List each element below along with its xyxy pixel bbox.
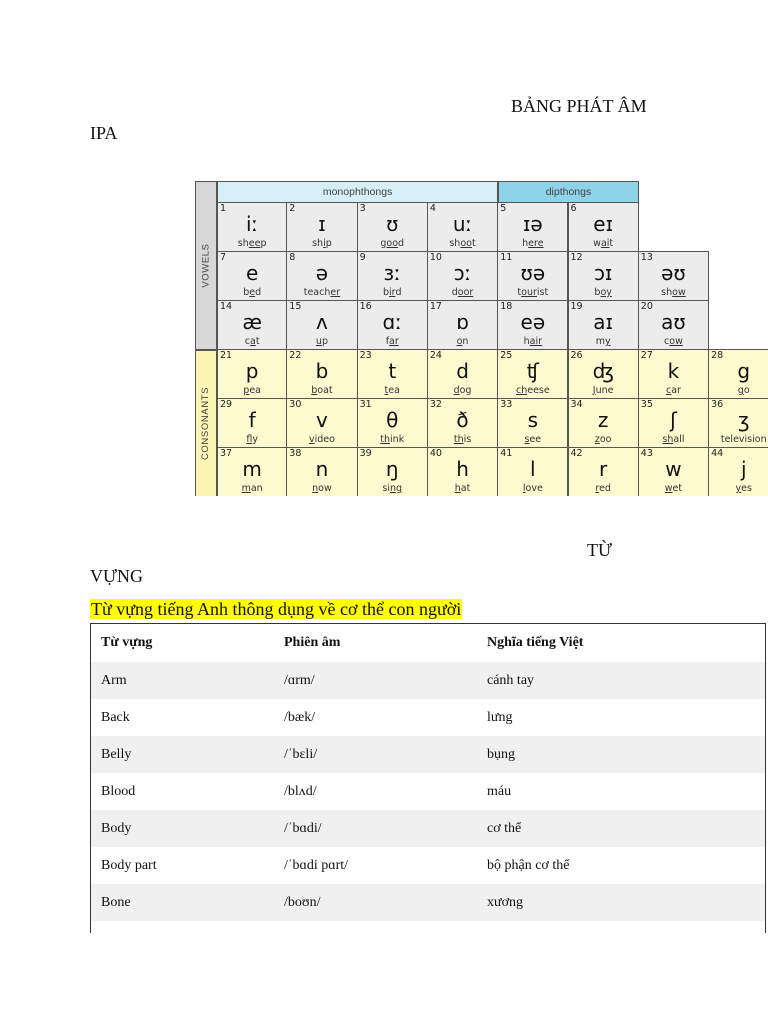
ipa-cell: [497, 349, 568, 399]
word-cell: Body: [101, 821, 132, 836]
ipa-example-word: good: [380, 238, 405, 249]
ipa-example-highlight: ng: [390, 483, 403, 494]
ipa-example-highlight: ee: [248, 238, 261, 249]
ipa-symbol: ʧ: [526, 359, 539, 383]
ipa-cell: [497, 398, 568, 448]
ipa-cell: [497, 300, 568, 350]
pronunciation-cell: /bæk/: [284, 710, 316, 725]
table-row: [91, 847, 765, 884]
ipa-symbol: eɪ: [593, 212, 614, 236]
ipa-example-word: door: [451, 287, 474, 298]
ipa-symbol: e: [245, 261, 259, 285]
ipa-cell: [286, 300, 357, 350]
table-row: [91, 662, 765, 699]
ipa-example-word: tourist: [517, 287, 549, 298]
ipa-cell: [217, 398, 287, 448]
table-header-row: [91, 624, 765, 662]
ipa-cell-number: 35: [640, 399, 653, 410]
pronunciation-cell: /blʌd/: [284, 784, 317, 799]
ipa-symbol: m: [242, 457, 262, 481]
ipa-cell: [427, 447, 498, 496]
ipa-example-word: June: [592, 385, 614, 396]
ipa-cell: [568, 202, 639, 252]
ipa-example-highlight: p: [243, 385, 250, 396]
ipa-cell-number: 34: [570, 399, 583, 410]
ipa-example-word: dog: [453, 385, 472, 396]
ipa-example-word: cow: [664, 336, 683, 347]
ipa-cell-number: 1: [220, 203, 227, 214]
ipa-cell-number: 31: [359, 399, 372, 410]
ipa-cell: [217, 202, 287, 252]
ipa-example-word: television: [720, 434, 767, 445]
ipa-example-highlight: ch: [515, 385, 528, 396]
ipa-example-highlight: u: [315, 336, 322, 347]
chart-title-continuation: IPA: [90, 123, 118, 143]
vocab-subtitle-highlight: Từ vựng tiếng Anh thông dụng về cơ thể con người: [91, 599, 462, 619]
ipa-example-word: ship: [312, 238, 332, 249]
ipa-example-highlight: z: [594, 434, 600, 445]
ipa-symbol: z: [597, 408, 609, 432]
ipa-example-word: here: [522, 238, 544, 249]
ipa-symbol: ð: [456, 408, 469, 432]
ipa-symbol: r: [599, 457, 608, 481]
ipa-cell: [638, 349, 709, 399]
ipa-symbol: ʌ: [316, 310, 328, 334]
ipa-cell: [357, 447, 428, 496]
ipa-symbol: ʊ: [386, 212, 399, 236]
ipa-cell: [427, 251, 498, 301]
ipa-symbol: eə: [520, 310, 546, 334]
ipa-cell: [286, 398, 357, 448]
meaning-cell: bộ phận cơ thể: [487, 858, 570, 873]
word-cell: Blood: [101, 784, 136, 799]
ipa-example-word: sing: [382, 483, 403, 494]
ipa-example-word: love: [522, 483, 543, 494]
ipa-chart: [195, 181, 768, 496]
ipa-example-word: wet: [664, 483, 683, 494]
ipa-example-word: shall: [662, 434, 685, 445]
ipa-cell-number: 9: [359, 252, 366, 263]
ipa-cell: [217, 447, 287, 496]
ipa-example-highlight: s: [524, 434, 530, 445]
ipa-cell-number: 12: [570, 252, 583, 263]
ipa-cell: [497, 251, 568, 301]
ipa-cell-number: 25: [500, 350, 513, 361]
ipa-cell-number: 43: [640, 448, 653, 459]
ipa-symbol: aɪ: [593, 310, 613, 334]
ipa-cell: [708, 447, 768, 496]
ipa-example-word: fly: [246, 434, 258, 445]
ipa-cell-number: 42: [570, 448, 583, 459]
pronunciation-cell: /ˈbɑdi/: [284, 821, 322, 836]
vowels-side-label: [195, 181, 217, 350]
ipa-example-highlight: c: [665, 385, 672, 396]
ipa-cell-number: 2: [289, 203, 296, 214]
ipa-example-highlight: g: [737, 385, 744, 396]
ipa-example-word: bed: [243, 287, 262, 298]
ipa-symbol: ʃ: [670, 408, 677, 432]
ipa-example-word: hat: [454, 483, 471, 494]
ipa-symbol: uː: [452, 212, 473, 236]
ipa-cell: [427, 398, 498, 448]
pronunciation-cell: /boʊn/: [284, 895, 321, 910]
ipa-example-highlight: e: [249, 287, 256, 298]
ipa-cell: [568, 251, 639, 301]
ipa-symbol: iː: [246, 212, 259, 236]
vocab-table: [90, 623, 766, 933]
ipa-cell-number: 17: [429, 301, 442, 312]
ipa-example-word: up: [315, 336, 328, 347]
consonants-side-label: [195, 350, 217, 496]
ipa-cell-number: 44: [711, 448, 724, 459]
ipa-cell-number: 36: [711, 399, 724, 410]
ipa-symbol: f: [248, 408, 256, 432]
ipa-symbol: ə: [315, 261, 329, 285]
ipa-example-word: hair: [523, 336, 543, 347]
diphthongs-header: dipthongs: [498, 181, 639, 203]
ipa-example-word: shoot: [449, 238, 476, 249]
ipa-cell-number: 13: [640, 252, 653, 263]
ipa-example-highlight: w: [664, 483, 673, 494]
table-row: [91, 810, 765, 847]
ipa-cell-number: 14: [220, 301, 233, 312]
vocab-subtitle: [90, 598, 462, 620]
ipa-cell-number: 5: [500, 203, 507, 214]
ipa-cell-number: 11: [500, 252, 513, 263]
meaning-cell: lưng: [487, 710, 513, 725]
ipa-cell: [357, 398, 428, 448]
meaning-cell: cánh tay: [487, 673, 535, 688]
ipa-cell: [217, 300, 287, 350]
ipa-example-word: teacher: [303, 287, 341, 298]
ipa-symbol: h: [456, 457, 469, 481]
ipa-example-highlight: y: [735, 483, 742, 494]
ipa-cell-number: 41: [500, 448, 513, 459]
ipa-example-word: this: [453, 434, 472, 445]
ipa-example-word: zoo: [594, 434, 612, 445]
ipa-cell-number: 22: [289, 350, 302, 361]
ipa-symbol: v: [316, 408, 328, 432]
header-pronunciation: Phiên âm: [284, 635, 341, 650]
table-row: [91, 884, 765, 921]
ipa-example-highlight: d: [453, 385, 460, 396]
ipa-example-word: red: [595, 483, 611, 494]
word-cell: Arm: [101, 673, 127, 688]
ipa-cell: [286, 251, 357, 301]
ipa-cell-number: 8: [289, 252, 296, 263]
ipa-example-word: man: [241, 483, 263, 494]
ipa-cell-number: 6: [570, 203, 577, 214]
ipa-cell-number: 24: [429, 350, 442, 361]
ipa-cell-number: 28: [711, 350, 724, 361]
ipa-example-highlight: our: [521, 287, 537, 298]
chart-title: BẢNG PHÁT ÂM: [511, 96, 647, 116]
ipa-cell-number: 40: [429, 448, 442, 459]
ipa-example-word: yes: [735, 483, 752, 494]
header-meaning: Nghĩa tiếng Việt: [487, 635, 584, 650]
meaning-cell: máu: [487, 784, 512, 799]
ipa-symbol: aʊ: [661, 310, 686, 334]
ipa-example-word: sheep: [237, 238, 267, 249]
ipa-symbol: k: [667, 359, 680, 383]
ipa-symbol: ʤ: [592, 359, 614, 383]
pronunciation-cell: /ˈbɑdi pɑrt/: [284, 858, 349, 873]
ipa-cell: [217, 349, 287, 399]
ipa-cell-number: 30: [289, 399, 302, 410]
ipa-example-highlight: oo: [386, 238, 399, 249]
ipa-cell: [427, 349, 498, 399]
monophthongs-header: monophthongs: [217, 181, 498, 203]
ipa-example-highlight: J: [592, 385, 596, 396]
ipa-symbol: ɪ: [318, 212, 326, 236]
ipa-example-word: car: [665, 385, 681, 396]
ipa-cell-number: 21: [220, 350, 233, 361]
ipa-example-word: my: [595, 336, 611, 347]
ipa-symbol: əʊ: [661, 261, 686, 285]
ipa-example-highlight: th: [380, 434, 391, 445]
ipa-cell: [708, 398, 768, 448]
ipa-cell-number: 4: [429, 203, 436, 214]
ipa-symbol: p: [245, 359, 259, 383]
ipa-example-word: tea: [384, 385, 400, 396]
ipa-symbol: n: [315, 457, 329, 481]
ipa-example-word: boat: [311, 385, 333, 396]
ipa-symbol: s: [527, 408, 539, 432]
ipa-symbol: ʒ: [737, 408, 750, 432]
ipa-example-highlight: y: [604, 336, 611, 347]
vocab-title-continuation: VỰNG: [90, 566, 143, 586]
ipa-cell: [217, 251, 287, 301]
ipa-example-highlight: t: [384, 385, 389, 396]
ipa-example-highlight: b: [311, 385, 318, 396]
ipa-cell-number: 26: [570, 350, 583, 361]
ipa-example-highlight: i: [323, 238, 326, 249]
ipa-cell: [638, 300, 709, 350]
ipa-cell-number: 32: [429, 399, 442, 410]
ipa-cell-number: 16: [359, 301, 372, 312]
ipa-cell-number: 33: [500, 399, 513, 410]
ipa-cell: [357, 202, 428, 252]
ipa-example-word: bird: [383, 287, 402, 298]
ipa-example-highlight: sh: [662, 434, 674, 445]
ipa-example-word: cat: [244, 336, 260, 347]
ipa-symbol: t: [388, 359, 397, 383]
ipa-cell: [357, 349, 428, 399]
ipa-cell: [357, 300, 428, 350]
ipa-cell: [497, 202, 568, 252]
ipa-example-highlight: m: [241, 483, 251, 494]
ipa-symbol: j: [740, 457, 747, 481]
ipa-cell: [286, 349, 357, 399]
ipa-example-highlight: ow: [669, 336, 683, 347]
ipa-cell-number: 37: [220, 448, 233, 459]
ipa-cell-number: 39: [359, 448, 372, 459]
ipa-example-highlight: ai: [600, 238, 610, 249]
vowels-side-text: VOWELS: [200, 243, 212, 288]
ipa-cell: [638, 398, 709, 448]
ipa-example-word: pea: [243, 385, 261, 396]
ipa-example-highlight: ar: [389, 336, 399, 347]
ipa-symbol: ɪə: [522, 212, 543, 236]
ipa-symbol: d: [456, 359, 469, 383]
ipa-symbol: ɒ: [456, 310, 469, 334]
ipa-example-word: video: [308, 434, 335, 445]
ipa-example-highlight: h: [454, 483, 461, 494]
ipa-cell: [357, 251, 428, 301]
ipa-example-highlight: oor: [457, 287, 474, 298]
ipa-example-highlight: n: [312, 483, 319, 494]
ipa-cell: [568, 398, 639, 448]
ipa-cell: [638, 447, 709, 496]
ipa-symbol: g: [737, 359, 751, 383]
consonants-side-text: CONSONANTS: [200, 386, 212, 461]
word-cell: Back: [101, 710, 130, 725]
ipa-example-word: now: [312, 483, 332, 494]
ipa-cell-number: 19: [570, 301, 583, 312]
ipa-symbol: ɔː: [453, 261, 472, 285]
ipa-example-highlight: l: [522, 483, 526, 494]
vocab-title: TỪ: [587, 540, 612, 560]
ipa-cell: [708, 349, 768, 399]
ipa-cell: [286, 202, 357, 252]
ipa-example-highlight: oo: [460, 238, 472, 249]
ipa-cell: [286, 447, 357, 496]
ipa-cell-number: 3: [359, 203, 366, 214]
ipa-example-word: boy: [594, 287, 612, 298]
word-cell: Belly: [101, 747, 132, 762]
ipa-symbol: ɔɪ: [593, 261, 613, 285]
ipa-example-highlight: a: [249, 336, 256, 347]
meaning-cell: bụng: [487, 747, 515, 762]
ipa-cell-number: 27: [640, 350, 653, 361]
ipa-cell-number: 18: [500, 301, 513, 312]
ipa-example-word: show: [661, 287, 686, 298]
ipa-cell: [497, 447, 568, 496]
ipa-example-highlight: ow: [672, 287, 686, 298]
ipa-symbol: ɜː: [383, 261, 401, 285]
ipa-symbol: ŋ: [385, 457, 399, 481]
ipa-symbol: ʊə: [520, 261, 546, 285]
ipa-example-highlight: o: [456, 336, 463, 347]
ipa-example-highlight: th: [453, 434, 464, 445]
ipa-example-word: see: [524, 434, 542, 445]
ipa-example-highlight: f: [246, 434, 253, 445]
ipa-cell: [568, 349, 639, 399]
word-cell: Body part: [101, 858, 157, 873]
table-row: [91, 773, 765, 810]
ipa-cell: [427, 300, 498, 350]
ipa-cell-number: 10: [429, 252, 442, 263]
header-word: Từ vựng: [101, 635, 153, 650]
ipa-cell-number: 29: [220, 399, 233, 410]
ipa-example-word: far: [385, 336, 399, 347]
ipa-cell-number: 23: [359, 350, 372, 361]
ipa-cell-number: 15: [289, 301, 302, 312]
ipa-example-word: think: [380, 434, 405, 445]
ipa-example-highlight: air: [529, 336, 543, 347]
pronunciation-cell: /ˈbɛli/: [284, 747, 318, 762]
ipa-symbol: ɑː: [382, 310, 402, 334]
ipa-symbol: b: [315, 359, 329, 383]
pronunciation-cell: /ɑrm/: [284, 673, 315, 688]
ipa-cell-number: 7: [220, 252, 227, 263]
ipa-symbol: æ: [242, 310, 262, 334]
meaning-cell: cơ thể: [487, 821, 522, 836]
ipa-symbol: w: [665, 457, 682, 481]
ipa-example-highlight: er: [330, 287, 341, 298]
table-row: [91, 736, 765, 773]
ipa-example-word: go: [737, 385, 750, 396]
ipa-symbol: l: [530, 457, 536, 481]
meaning-cell: xương: [487, 895, 523, 910]
ipa-cell: [568, 447, 639, 496]
ipa-example-word: on: [456, 336, 469, 347]
ipa-example-highlight: ere: [528, 238, 544, 249]
word-cell: Bone: [101, 895, 131, 910]
ipa-example-highlight: r: [595, 483, 600, 494]
ipa-example-word: cheese: [515, 385, 550, 396]
ipa-cell-number: 20: [640, 301, 653, 312]
ipa-cell-number: 38: [289, 448, 302, 459]
ipa-example-highlight: ir: [389, 287, 396, 298]
ipa-example-highlight: v: [308, 434, 315, 445]
ipa-example-highlight: oy: [600, 287, 612, 298]
ipa-symbol: θ: [386, 408, 399, 432]
ipa-example-word: wait: [593, 238, 614, 249]
ipa-cell: [638, 251, 709, 301]
ipa-cell: [427, 202, 498, 252]
table-row: [91, 699, 765, 736]
ipa-cell: [568, 300, 639, 350]
